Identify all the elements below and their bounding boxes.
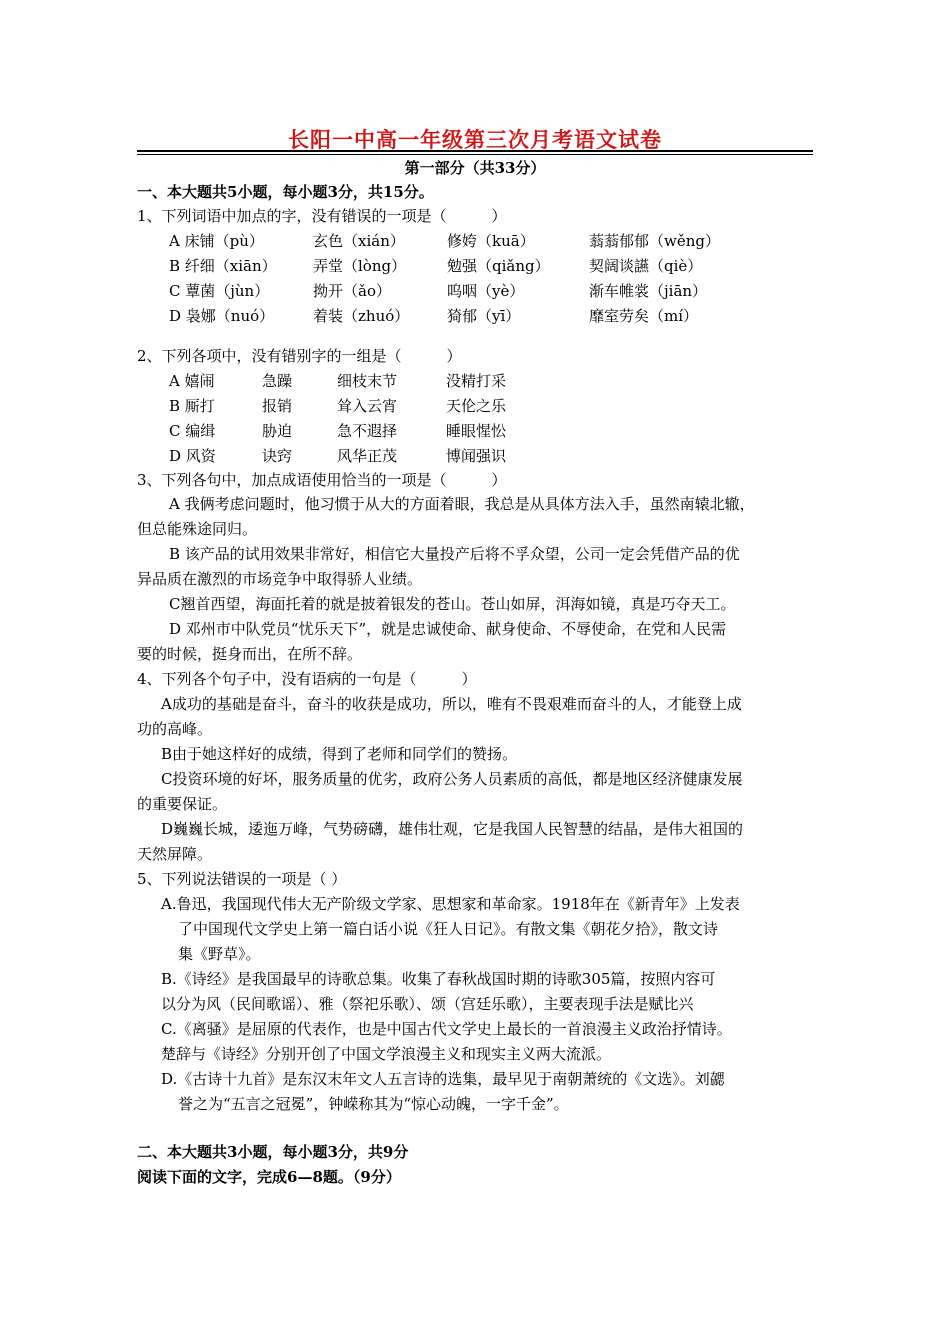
- option-cell: 耸入云宵: [337, 397, 398, 415]
- option-cell: B 厮打: [169, 397, 215, 415]
- option-cell: 天伦之乐: [446, 397, 507, 415]
- option-line: 楚辞与《诗经》分别开创了中国文学浪漫主义和现实主义两大流派。: [161, 1045, 612, 1063]
- question-stem: 2、下列各项中，没有错别字的一组是（ ）: [137, 347, 462, 365]
- option-cell: C 编缉: [169, 422, 216, 440]
- option-cell: 急躁: [262, 372, 293, 390]
- question-stem: 5、下列说法错误的一项是（ ）: [137, 870, 347, 888]
- option-line: A 我俩考虑问题时，他习惯于从大的方面着眼，我总是从具体方法入手，虽然南辕北辙，: [169, 495, 755, 513]
- option-line: A成功的基础是奋斗，奋斗的收获是成功，所以，唯有不畏艰难而奋斗的人，才能登上成: [161, 695, 742, 713]
- option-cell: 勉强（qiǎng）: [447, 257, 550, 275]
- option-line: C投资环境的好坏，服务质量的优劣，政府公务人员素质的高低，都是地区经济健康发展: [161, 770, 743, 788]
- option-line: 了中国现代文学史上第一篇白话小说《狂人日记》。有散文集《朝花夕拾》，散文诗: [178, 920, 719, 938]
- option-cell: B 纤细（xiān）: [169, 257, 277, 275]
- section-heading: 二、本大题共3小题，每小题3分，共9分: [137, 1143, 409, 1161]
- reading-intro: 阅读下面的文字，完成6—8题。（9分）: [137, 1168, 401, 1186]
- option-cell: 报销: [262, 397, 293, 415]
- option-cell: 博闻强识: [446, 447, 507, 465]
- option-line: 誉之为“五言之冠冕”，钟嵘称其为“惊心动魄，一字千金”。: [178, 1095, 569, 1113]
- option-line: 功的高峰。: [137, 720, 213, 738]
- option-line: C翘首西望，海面托着的就是披着银发的苍山。苍山如屏，洱海如镜，真是巧夺天工。: [169, 595, 736, 613]
- option-cell: 风华正茂: [337, 447, 398, 465]
- option-cell: 呜咽（yè）: [447, 282, 525, 300]
- option-cell: 拗开（ǎo）: [313, 282, 391, 300]
- option-line: 异品质在激烈的市场竞争中取得骄人业绩。: [137, 570, 423, 588]
- option-line: B 该产品的试用效果非常好，相信它大量投产后将不孚众望，公司一定会凭借产品的优: [169, 545, 740, 563]
- option-line: 但总能殊途同归。: [137, 520, 258, 538]
- exam-title: 长阳一中高一年级第三次月考语文试卷: [288, 127, 662, 152]
- question-stem: 4、下列各个句子中，没有语病的一句是（ ）: [137, 670, 477, 688]
- option-cell: 着装（zhuó）: [313, 307, 410, 325]
- title-rule-thick: [137, 150, 813, 152]
- option-cell: 胁迫: [262, 422, 293, 440]
- option-cell: D 袅娜（nuó）: [169, 307, 275, 325]
- option-cell: 没精打采: [446, 372, 507, 390]
- option-line: D巍巍长城，逶迤万峰，气势磅礴，雄伟壮观，它是我国人民智慧的结晶，是伟大祖国的: [161, 820, 744, 838]
- option-cell: 猗郁（yī）: [447, 307, 521, 325]
- option-line: 的重要保证。: [137, 795, 228, 813]
- option-cell: 渐车帷裳（jiān）: [589, 282, 708, 300]
- option-line: D.《古诗十九首》是东汉末年文人五言诗的选集，最早见于南朝萧统的《文选》。刘勰: [161, 1070, 725, 1088]
- option-line: B由于她这样好的成绩，得到了老师和同学们的赞扬。: [161, 745, 518, 763]
- option-line: B.《诗经》是我国最早的诗歌总集。收集了春秋战国时期的诗歌305篇，按照内容可: [161, 970, 716, 988]
- question-stem: 1、下列词语中加点的字，没有错误的一项是（ ）: [137, 207, 507, 225]
- option-cell: D 风资: [169, 447, 216, 465]
- option-line: A.鲁迅，我国现代伟大无产阶级文学家、思想家和革命家。1918年在《新青年》上发表: [161, 895, 740, 913]
- part-heading: 第一部分（共33分）: [404, 159, 546, 177]
- option-cell: 蓊蓊郁郁（wěng）: [589, 232, 720, 250]
- option-line: D 邓州市中队党员“忧乐天下”，就是忠诚使命、献身使命、不辱使命，在党和人民需: [169, 620, 727, 638]
- option-cell: A 嬉闹: [169, 372, 215, 390]
- option-line: C.《离骚》是屈原的代表作，也是中国古代文学史上最长的一首浪漫主义政治抒情诗。: [161, 1020, 732, 1038]
- option-cell: 修姱（kuā）: [447, 232, 535, 250]
- option-line: 天然屏障。: [137, 845, 213, 863]
- option-cell: 靡室劳矣（mí）: [589, 307, 699, 325]
- option-cell: A 床铺（pù）: [169, 232, 264, 250]
- option-cell: 睡眼惺忪: [446, 422, 507, 440]
- option-line: 集《野草》。: [178, 945, 261, 963]
- option-line: 要的时候，挺身而出，在所不辞。: [137, 645, 363, 663]
- section-heading: 一、本大题共5小题，每小题3分，共15分。: [137, 183, 434, 201]
- option-cell: 急不遐择: [337, 422, 398, 440]
- option-cell: 诀窍: [262, 447, 293, 465]
- option-cell: 契阔谈讌（qiè）: [589, 257, 703, 275]
- title-rule-thin: [137, 154, 813, 155]
- option-cell: 弄堂（lòng）: [313, 257, 407, 275]
- option-cell: C 蕈菌（jùn）: [169, 282, 270, 300]
- option-cell: 玄色（xián）: [313, 232, 405, 250]
- option-line: 以分为风（民间歌谣）、雅（祭祀乐歌）、颂（宫廷乐歌），主要表现手法是赋比兴: [161, 995, 694, 1013]
- option-cell: 细枝末节: [337, 372, 398, 390]
- question-stem: 3、下列各句中，加点成语使用恰当的一项是（ ）: [137, 471, 507, 489]
